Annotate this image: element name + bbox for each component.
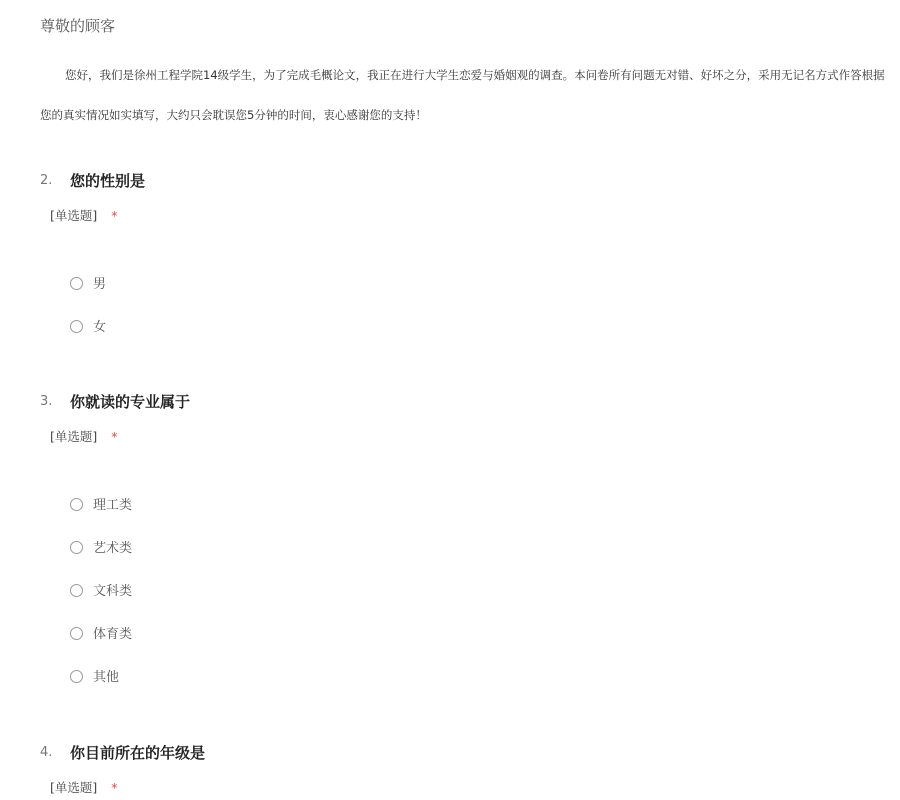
question-title bbox=[40, 742, 205, 764]
question-meta bbox=[50, 206, 118, 224]
radio-button[interactable] bbox=[70, 541, 83, 554]
question-number: 3. bbox=[40, 394, 53, 409]
question-title bbox=[40, 170, 145, 192]
option-label: 其他 bbox=[93, 670, 120, 685]
question-meta bbox=[50, 778, 118, 796]
question-type-label: [单选题] bbox=[50, 780, 98, 795]
option-label: 艺术类 bbox=[93, 541, 133, 556]
question-text: 您的性别是 bbox=[70, 172, 146, 190]
radio-button[interactable] bbox=[70, 277, 83, 290]
option-label: 体育类 bbox=[93, 627, 133, 642]
question-number: 4. bbox=[40, 745, 53, 760]
required-marker: * bbox=[111, 780, 118, 795]
question-meta bbox=[50, 427, 118, 445]
radio-button[interactable] bbox=[70, 320, 83, 333]
required-marker: * bbox=[111, 208, 118, 223]
option-label: 男 bbox=[93, 277, 107, 292]
question-type-label: [单选题] bbox=[50, 208, 98, 223]
option-label: 文科类 bbox=[93, 584, 133, 599]
intro-paragraph: 您好，我们是徐州工程学院14级学生，为了完成毛概论文，我正在进行大学生恋爱与婚姻观的调查。本问卷所有问题无对错、好坏之分，采用无记名方式作答根据您的真实情况如实填写，大约只会耽误您5分钟的时间，衷心感谢您的支持！ bbox=[40, 68, 885, 122]
question-title bbox=[40, 391, 190, 413]
question-type-label: [单选题] bbox=[50, 429, 98, 444]
radio-button[interactable] bbox=[70, 584, 83, 597]
radio-button[interactable] bbox=[70, 498, 83, 511]
radio-button[interactable] bbox=[70, 627, 83, 640]
option-label: 女 bbox=[93, 320, 107, 335]
greeting-heading: 尊敬的顾客 bbox=[40, 17, 116, 35]
question-number: 2. bbox=[40, 173, 53, 188]
question-text: 你就读的专业属于 bbox=[70, 393, 191, 411]
option-label: 理工类 bbox=[93, 498, 133, 513]
required-marker: * bbox=[111, 429, 118, 444]
question-text: 你目前所在的年级是 bbox=[70, 744, 206, 762]
radio-button[interactable] bbox=[70, 670, 83, 683]
